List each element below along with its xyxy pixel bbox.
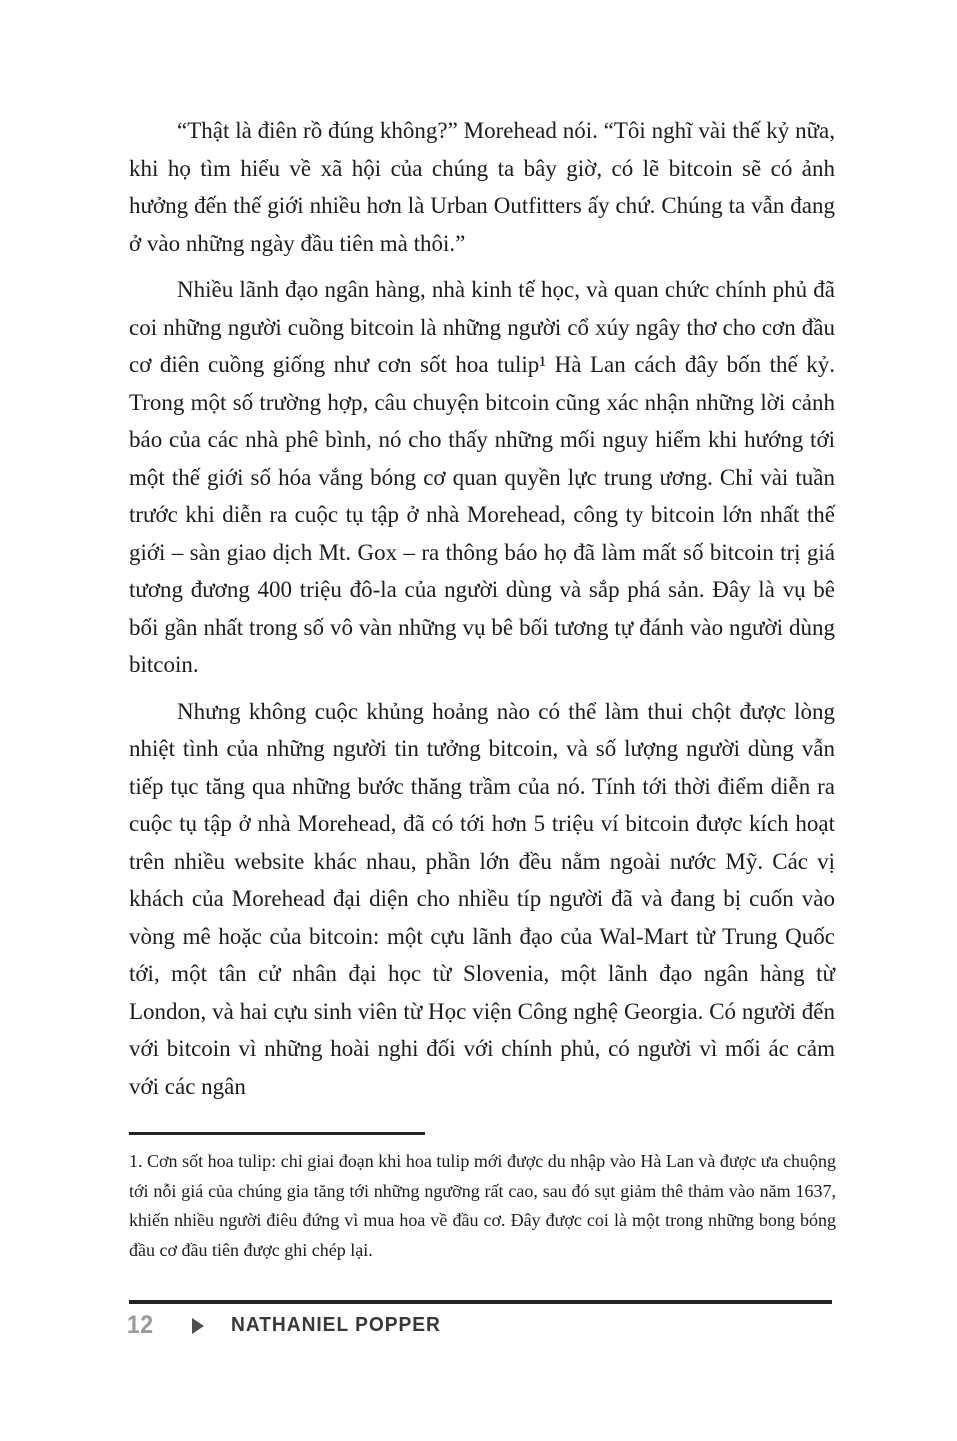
footer-row: [127, 1311, 449, 1340]
author-name: NATHANIEL POPPER: [230, 1314, 441, 1336]
page-body: [129, 112, 835, 1105]
paragraph-critics: Nhiều lãnh đạo ngân hàng, nhà kinh tế học, và quan chức chính phủ đã coi những người cuồng bitcoin là những người cổ xúy ngây thơ cho cơn đầu cơ điên cuồng giống như cơn sốt hoa tulip¹ Hà Lan cách đây bốn thế kỷ. Trong một số trường hợp, câu chuyện bitcoin cũng xác nhận những lời cảnh báo của các nhà phê bình, nó cho thấy những mối nguy hiểm khi hướng tới một thế giới số hóa vắng bóng cơ quan quyền lực trung ương. Chỉ vài tuần trước khi diễn ra cuộc tụ tập ở nhà Morehead, công ty bitcoin lớn nhất thế giới – sàn giao dịch Mt. Gox – ra thông báo họ đã làm mất số bitcoin trị giá tương đương 400 triệu đô-la của người dùng và sắp phá sản. Đây là vụ bê bối gần nhất trong số vô vàn những vụ bê bối tương tự đánh vào người dùng bitcoin.: [129, 277, 835, 677]
footer-rule: [129, 1300, 832, 1304]
right-triangle-icon: [192, 1318, 204, 1334]
paragraph-believers: Nhưng không cuộc khủng hoảng nào có thể làm thui chột được lòng nhiệt tình của những người tin tưởng bitcoin, và số lượng người dùng vẫn tiếp tục tăng qua những bước thăng trầm của nó. Tính tới thời điểm diễn ra cuộc tụ tập ở nhà Morehead, đã có tới hơn 5 triệu ví bitcoin được kích hoạt trên nhiều website khác nhau, phần lớn đều nằm ngoài nước Mỹ. Các vị khách của Morehead đại diện cho nhiều típ người đã và đang bị cuốn vào vòng mê hoặc của bitcoin: một cựu lãnh đạo của Wal-Mart từ Trung Quốc tới, một tân cử nhân đại học từ Slovenia, một lãnh đạo ngân hàng từ London, và hai cựu sinh viên từ Học viện Công nghệ Georgia. Có người đến với bitcoin vì những hoài nghi đối với chính phủ, có người vì mối ác cảm với các ngân: [129, 698, 835, 1099]
page-number: 12: [127, 1311, 154, 1339]
footnote-text: 1. Cơn sốt hoa tulip: chỉ giai đoạn khi hoa tulip mới được du nhập vào Hà Lan và được ưa chuộng tới nỗi giá của chúng gia tăng tới những ngưỡng rất cao, sau đó sụt giảm thê thảm vào năm 1637, khiến nhiều người điêu đứng vì mua hoa về đầu cơ. Đây được coi là một trong những bong bóng đầu cơ đầu tiên được ghi chép lại.: [129, 1151, 836, 1260]
paragraph-quote: “Thật là điên rồ đúng không?” Morehead nói. “Tôi nghĩ vài thế kỷ nữa, khi họ tìm hiểu về xã hội của chúng ta bây giờ, có lẽ bitcoin sẽ có ảnh hưởng đến thế giới nhiều hơn là Urban Outfitters ấy chứ. Chúng ta vẫn đang ở vào những ngày đầu tiên mà thôi.”: [129, 118, 835, 256]
footnote-separator-rule: [129, 1132, 425, 1135]
